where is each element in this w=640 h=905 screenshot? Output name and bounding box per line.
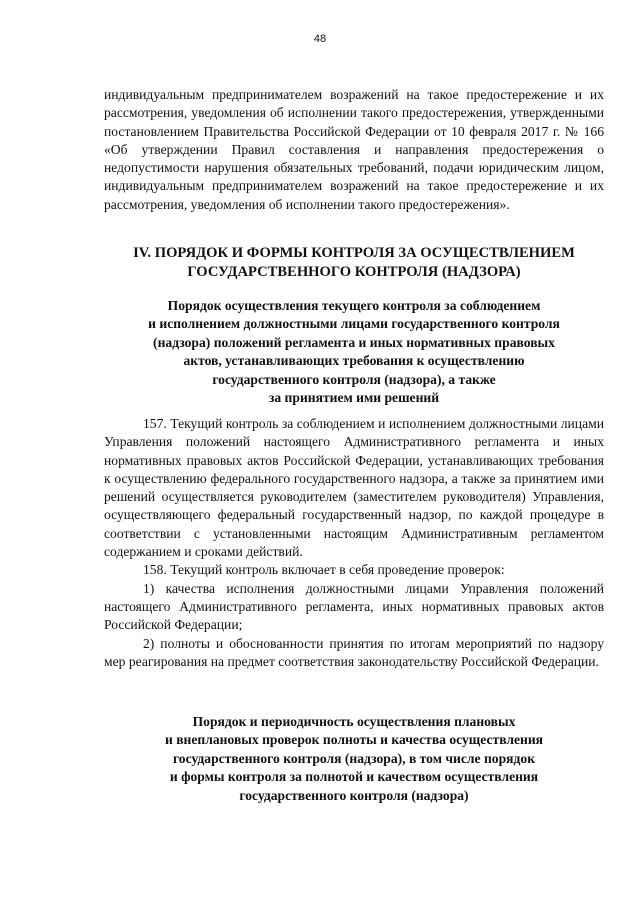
subheading1-line-5: государственного контроля (надзора), а также [212, 371, 496, 387]
subheading2-line-3: государственного контроля (надзора), в том числе порядок [172, 750, 536, 766]
page-number: 48 [313, 33, 327, 45]
subheading-inspections [104, 713, 604, 805]
paragraph-157: 157. Текущий контроль за соблюдением и исполнением должностными лицами Управления положений настоящего Административного регламента и иных нормативных правовых актов Российской Федерации, устанавливающих требования к осуществлению федерального государственного надзора, а также за принятием ими решений осуществляется руководителем (заместителем руководителя) Управления, осуществляющего федеральный государственный надзор, по каждой процедуре в соответствии с установленными настоящим Административным регламентом содержанием и сроками действий. [104, 416, 604, 560]
chapter-title-line-2: ГОСУДАРСТВЕННОГО КОНТРОЛЯ (НАДЗОРА) [187, 264, 521, 280]
subheading1-line-6: за принятием ими решений [268, 390, 440, 406]
paragraph-158-item-1: 1) качества исполнения должностными лицами Управления положений настоящего Административного регламента, иных нормативных правовых актов Российской Федерации; [104, 580, 604, 633]
subheading-current-control [104, 297, 604, 407]
subheading1-line-1: Порядок осуществления текущего контроля за соблюдением [167, 298, 541, 313]
intro-paragraph: индивидуальным предпринимателем возражений на такое предостережение и их рассмотрения, уведомления об исполнении такого предостережения, утвержденными постановлением Правительства Российской Федерации от 10 февраля 2017 г. № 166 «Об утверждении Правил составления и направления предостережения о недопустимости нарушения обязательных требований, подачи юридическим лицом, индивидуальным предпринимателем возражений на такое предостережение и их рассмотрения, уведомления об исполнении такого предостережения». [104, 87, 604, 212]
subheading1-line-3: (надзора) положений регламента и иных нормативных правовых [153, 334, 555, 350]
subheading2-line-5: государственного контроля (надзора) [239, 787, 469, 803]
paragraph-158: 158. Текущий контроль включает в себя проведение проверок: [143, 562, 505, 578]
subheading2-line-1: Порядок и периодичность осуществления плановых [192, 714, 516, 729]
subheading1-line-2: и исполнением должностными лицами государственного контроля [148, 316, 560, 332]
subheading1-line-4: актов, устанавливающих требования к осуществлению [183, 353, 525, 369]
subheading2-line-4: и формы контроля за полнотой и качеством осуществления [169, 769, 539, 785]
paragraph-158-item-2: 2) полноты и обоснованности принятия по итогам мероприятий по надзору мер реагирования на предмет соответствия законодательству Российской Федерации. [104, 635, 604, 669]
subheading2-line-2: и внеплановых проверок полноты и качества осуществления [164, 732, 544, 748]
intro-paragraph-block [104, 86, 604, 214]
chapter-title [104, 244, 604, 282]
chapter-title-line-1: IV. ПОРЯДОК И ФОРМЫ КОНТРОЛЯ ЗА ОСУЩЕСТВЛЕНИЕМ [133, 245, 575, 261]
body-paragraphs [104, 415, 604, 671]
